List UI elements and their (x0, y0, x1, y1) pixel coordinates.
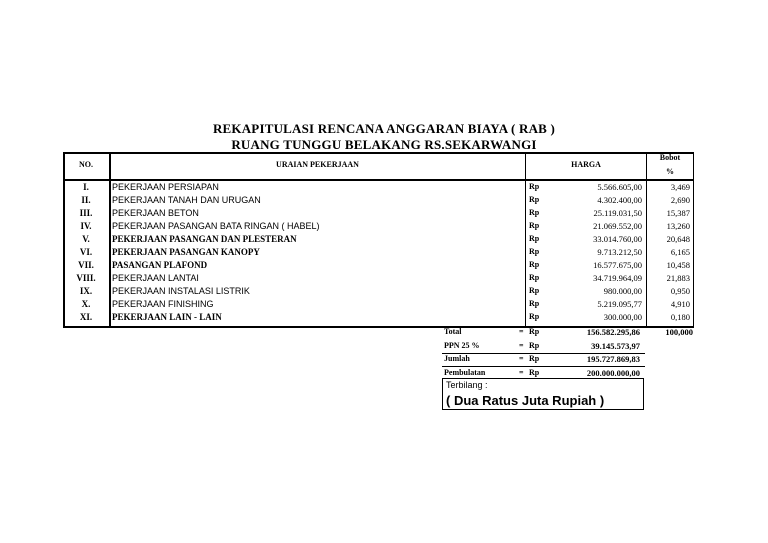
summary-equals: = (519, 354, 524, 363)
terbilang-text: ( Dua Ratus Juta Rupiah ) (446, 393, 605, 408)
row-bobot: 0,950 (670, 286, 690, 296)
row-amount: 5.566.605,00 (597, 182, 642, 192)
row-bobot: 10,458 (666, 260, 690, 270)
rab-table (63, 152, 694, 327)
summary-bobot-total: 100,000 (665, 327, 693, 337)
row-currency: Rp (529, 247, 540, 256)
col-sep-uraian (525, 152, 526, 327)
row-currency: Rp (529, 299, 540, 308)
row-amount: 16.577.675,00 (593, 260, 642, 270)
summary-underline-1 (442, 353, 645, 354)
header-uraian: URAIAN PEKERJAAN (276, 160, 359, 169)
row-description: PEKERJAAN FINISHING (112, 299, 214, 309)
row-number: XI. (79, 312, 93, 322)
summary-amount: 156.582.295,86 (586, 327, 640, 337)
row-amount: 34.719.964,09 (593, 273, 642, 283)
table-border-top (63, 152, 694, 154)
row-bobot: 20,648 (666, 234, 690, 244)
summary-amount: 200.000.000,00 (586, 368, 640, 378)
row-bobot: 0,180 (670, 312, 690, 322)
summary-equals: = (519, 327, 524, 336)
row-currency: Rp (529, 286, 540, 295)
row-description: PEKERJAAN INSTALASI LISTRIK (112, 286, 250, 296)
row-description: PEKERJAAN PASANGAN KANOPY (112, 247, 260, 257)
header-bobot: Bobot (659, 153, 681, 162)
document-title: REKAPITULASI RENCANA ANGGARAN BIAYA ( RAB ) (212, 121, 556, 136)
summary-amount: 39.145.573,97 (591, 341, 640, 351)
row-description: PEKERJAAN TANAH DAN URUGAN (112, 195, 261, 205)
row-description: PEKERJAAN PASANGAN BATA RINGAN ( HABEL) (112, 221, 320, 231)
row-number: V. (82, 234, 90, 244)
document-subtitle: RUANG TUNGGU BELAKANG RS.SEKARWANGI (231, 137, 537, 152)
row-description: PEKERJAAN PASANGAN DAN PLESTERAN (112, 234, 297, 244)
row-bobot: 15,387 (666, 208, 690, 218)
row-amount: 980.000,00 (603, 286, 642, 296)
row-description: PASANGAN PLAFOND (112, 260, 208, 270)
row-amount: 5.219.095,77 (597, 299, 642, 309)
summary-currency: Rp (529, 327, 540, 336)
summary-label: Jumlah (444, 354, 470, 363)
row-amount: 33.014.760,00 (593, 234, 642, 244)
table-border-right (693, 152, 695, 327)
summary-label: Total (444, 327, 462, 336)
row-amount: 300.000,00 (603, 312, 642, 322)
row-currency: Rp (529, 195, 540, 204)
row-number: VI. (79, 247, 93, 257)
row-number: II. (81, 195, 91, 205)
row-description: PEKERJAAN LANTAI (112, 273, 199, 283)
row-bobot: 4,910 (670, 299, 690, 309)
row-currency: Rp (529, 312, 540, 321)
row-currency: Rp (529, 208, 540, 217)
summary-amount: 195.727.869,83 (586, 354, 640, 364)
row-bobot: 3,469 (670, 182, 690, 192)
row-number: X. (81, 299, 91, 309)
header-no: NO. (79, 160, 93, 169)
row-number: VII. (78, 260, 94, 270)
summary-currency: Rp (529, 368, 540, 377)
summary-equals: = (519, 368, 524, 377)
summary-label: Pembulatan (444, 368, 486, 377)
terbilang-box (442, 378, 644, 410)
row-amount: 25.119.031,50 (593, 208, 642, 218)
summary-currency: Rp (529, 354, 540, 363)
row-bobot: 21,883 (666, 273, 690, 283)
row-currency: Rp (529, 260, 540, 269)
row-number: IX. (79, 286, 93, 296)
row-currency: Rp (529, 221, 540, 230)
row-number: I. (83, 182, 89, 192)
summary-equals: = (519, 341, 524, 350)
terbilang-label: Terbilang : (446, 380, 488, 390)
header-harga: HARGA (571, 160, 601, 169)
row-number: IV. (80, 221, 92, 231)
row-amount: 9.713.212,50 (597, 247, 642, 257)
row-number: III. (79, 208, 93, 218)
row-bobot: 2,690 (670, 195, 690, 205)
row-currency: Rp (529, 234, 540, 243)
row-amount: 21.069.552,00 (593, 221, 642, 231)
row-currency: Rp (529, 182, 540, 191)
row-number: VIII. (76, 273, 96, 283)
row-bobot: 13,260 (666, 221, 690, 231)
row-description: PEKERJAAN BETON (112, 208, 199, 218)
row-bobot: 6,165 (670, 247, 690, 257)
row-amount: 4.302.400,00 (597, 195, 642, 205)
col-sep-no (109, 152, 111, 327)
header-bobot-percent: % (666, 167, 674, 176)
summary-underline-2 (442, 366, 645, 367)
row-currency: Rp (529, 273, 540, 282)
summary-currency: Rp (529, 341, 540, 350)
row-description: PEKERJAAN PERSIAPAN (112, 182, 219, 192)
summary-label: PPN 25 % (444, 341, 480, 350)
row-description: PEKERJAAN LAIN - LAIN (112, 312, 222, 322)
